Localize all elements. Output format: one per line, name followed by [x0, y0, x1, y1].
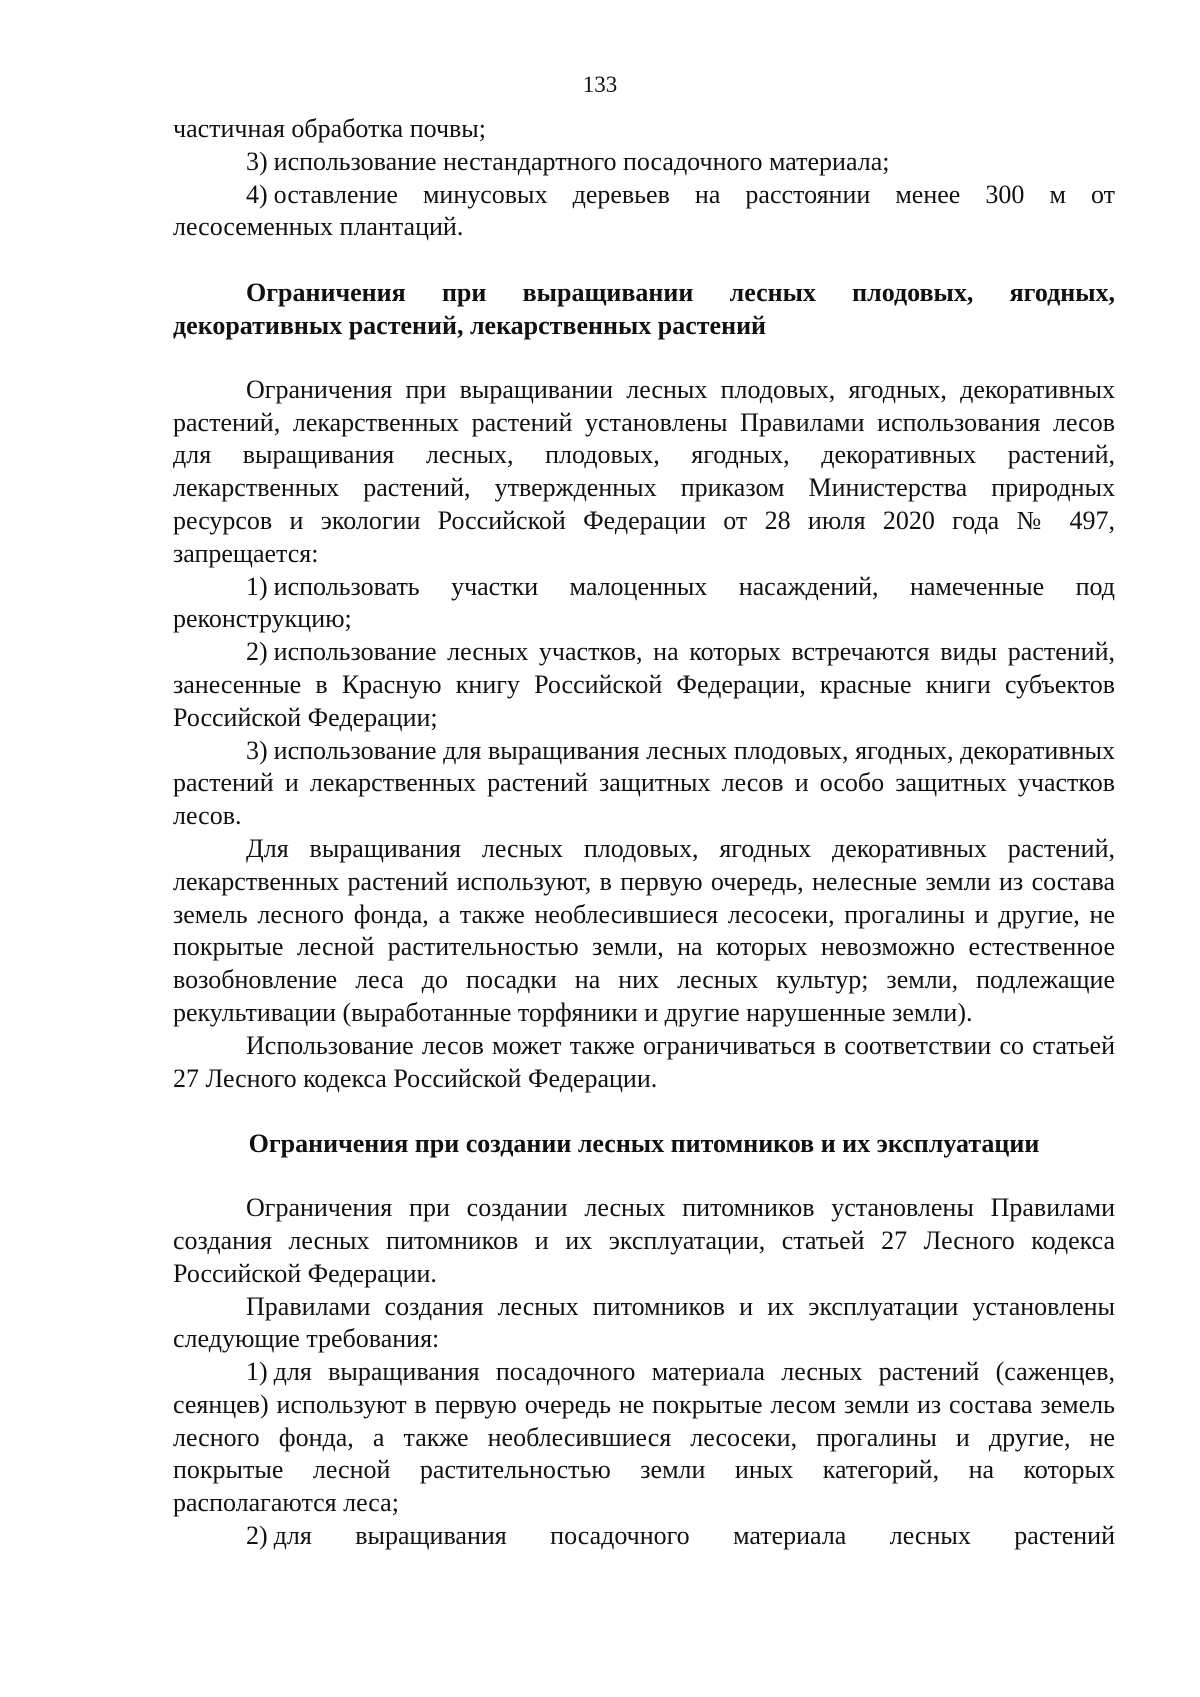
- list-item-number: 1): [246, 571, 268, 601]
- list-item-number: 3): [246, 146, 268, 176]
- paragraph: [173, 833, 1115, 1030]
- paragraph: [173, 1030, 1115, 1096]
- paragraph-continuation: [173, 113, 1115, 146]
- list-item-text: для выращивания посадочного материала лесных растений: [273, 1521, 1115, 1551]
- list-item: [173, 1520, 1115, 1553]
- paragraph-text: Использование лесов может также ограничиваться в соответствии со статьей 27 Лесного кодекса Российской Федерации.: [173, 1030, 1115, 1093]
- list-item-number: 4): [246, 179, 268, 209]
- list-item: [173, 1356, 1115, 1520]
- paragraph-text: Ограничения при создании лесных питомников установлены Правилами создания лесных питомников и их эксплуатации, статьей 27 Лесного кодекса Российской Федерации.: [173, 1193, 1115, 1288]
- paragraph-text: частичная обработка почвы;: [173, 114, 487, 143]
- section-heading: Ограничения при выращивании лесных плодовых, ягодных, декоративных растений, лекарственных растений: [173, 278, 1115, 340]
- section-heading: Ограничения при создании лесных питомников и их эксплуатации: [248, 1129, 1040, 1159]
- list-item: [173, 636, 1115, 734]
- paragraph: [173, 374, 1115, 571]
- list-item-number: 2): [246, 1521, 268, 1551]
- list-item-number: 1): [246, 1357, 268, 1387]
- list-item: [173, 735, 1115, 833]
- page-number: 133: [582, 72, 618, 97]
- list-item: [173, 571, 1115, 637]
- list-item-text: использовать участки малоценных насаждений, намеченные под реконструкцию;: [173, 571, 1115, 634]
- list-item-text: использование нестандартного посадочного материала;: [273, 146, 890, 176]
- paragraph-text: Ограничения при выращивании лесных плодовых, ягодных, декоративных растений, лекарственных растений установлены Правилами использования лесов для выращивания лесных, плодовых, ягодных, декоративных растений, лекарственных растений, утвержденных приказом Министерства природных ресурсов и экологии Российской Федерации от 28 июля 2020 года № 497, запрещается:: [173, 374, 1115, 568]
- list-item: [173, 146, 1115, 179]
- paragraph-text: Для выращивания лесных плодовых, ягодных декоративных растений, лекарственных растений используют, в первую очередь, нелесные земли из состава земель лесного фонда, а также необлесившиеся лесосеки, прогалины и другие, не покрытые лесной растительностью земли, на которых невозможно естественное возобновление леса до посадки на них лесных культур; земли, подлежащие рекультивации (выработанные торфяники и другие нарушенные земли).: [173, 833, 1115, 1027]
- paragraph: [173, 1291, 1115, 1357]
- paragraph: [173, 1192, 1115, 1290]
- list-item-text: оставление минусовых деревьев на расстоянии менее 300 м от лесосеменных плантаций.: [173, 179, 1115, 242]
- list-item-text: использование лесных участков, на которых встречаются виды растений, занесенные в Красную книгу Российской Федерации, красные книги субъектов Российской Федерации;: [173, 637, 1115, 732]
- list-item-number: 2): [246, 637, 268, 667]
- paragraph-text: Правилами создания лесных питомников и их эксплуатации установлены следующие требования:: [173, 1291, 1115, 1354]
- list-item-text: использование для выращивания лесных плодовых, ягодных, декоративных растений и лекарственных растений защитных лесов и особо защитных участков лесов.: [173, 735, 1115, 831]
- page-content: [173, 113, 1115, 1553]
- list-item: [173, 179, 1115, 245]
- list-item-number: 3): [246, 735, 268, 765]
- list-item-text: для выращивания посадочного материала лесных растений (саженцев, сеянцев) используют в первую очередь не покрытые лесом земли из состава земель лесного фонда, а также необлесившиеся лесосеки, прогалины и другие, не покрытые лесной растительностью земли иных категорий, на которых располагаются леса;: [173, 1357, 1115, 1518]
